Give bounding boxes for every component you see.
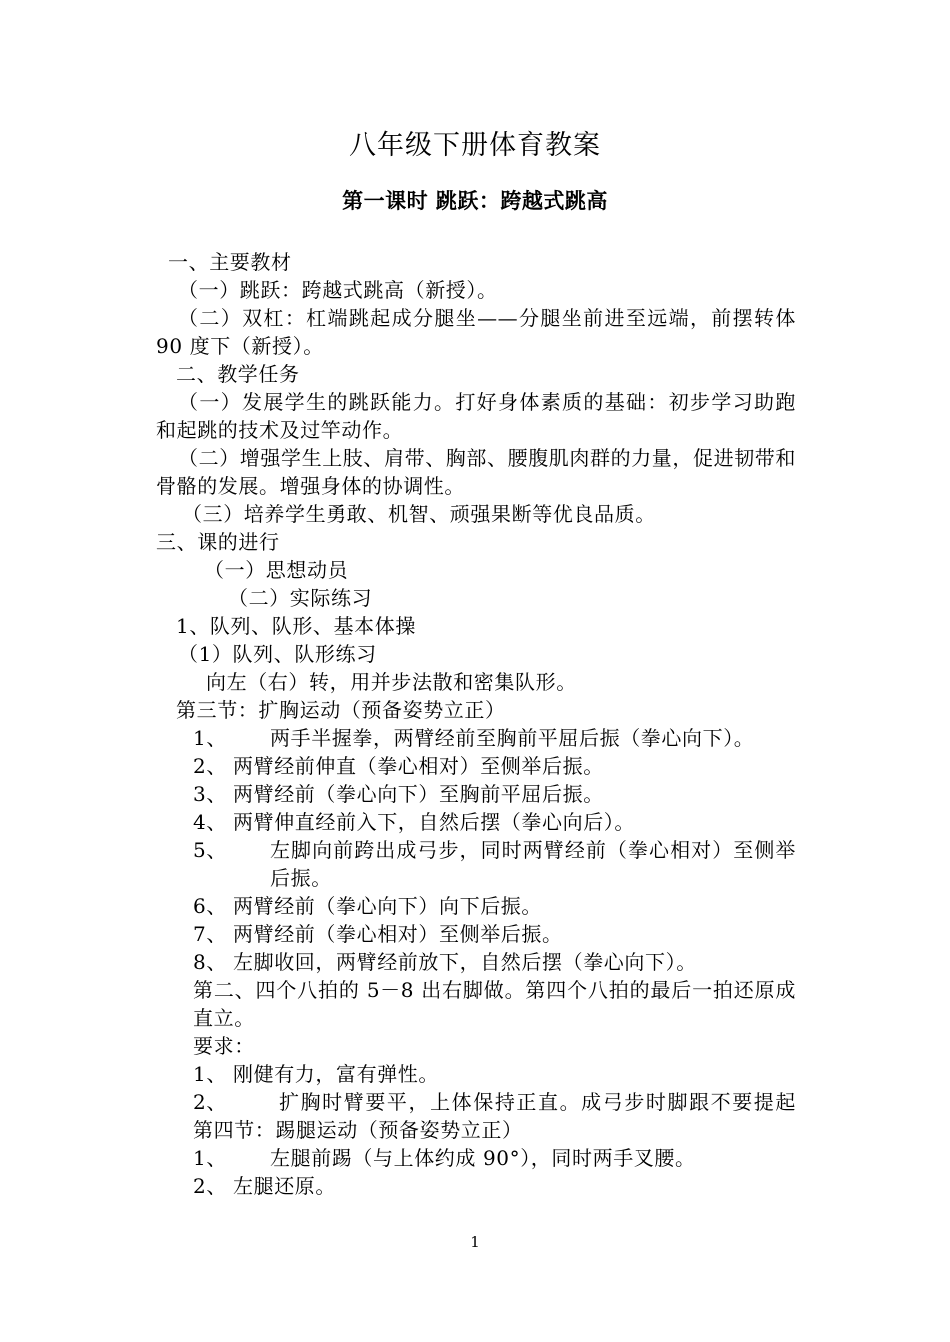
list-item: 两手半握拳，两臂经前至胸前平屈后振（拳心向下）。 [270,726,755,750]
list-item: 左脚向前跨出成弓步，同时两臂经前（拳心相对）至侧举 [270,838,796,862]
progress-item-2: （二）实际练习 [228,586,373,610]
material-item-2-cont: 90 度下（新授）。 [156,334,324,358]
material-item-2: （二）双杠：杠端跳起成分腿坐——分腿坐前进至远端，前摆转体 [178,306,796,330]
drill-description: 向左（右）转，用并步法散和密集队形。 [206,670,577,694]
list-item: 左腿前踢（与上体约成 90°），同时两手叉腰。 [270,1146,696,1170]
progress-item-1: （一）思想动员 [204,558,349,582]
note-line: 第二、四个八拍的 5－8 出右脚做。第四个八拍的最后一拍还原成 [193,978,796,1002]
list-item: 两臂经前（拳心向下）至胸前平屈后振。 [233,782,604,806]
task-item-1: （一）发展学生的跳跃能力。打好身体素质的基础：初步学习助跑 [178,390,796,414]
requirement-item: 扩胸时臂要平，上体保持正直。成弓步时脚跟不要提起 [279,1090,796,1114]
list-item-number: 4、 [193,810,227,834]
list-item: 两臂经前伸直（拳心相对）至侧举后振。 [233,754,604,778]
list-item: 左腿还原。 [233,1174,336,1198]
page-number: 1 [470,1233,480,1251]
heading-main-materials: 一、主要教材 [168,250,292,274]
note-line-cont: 直立。 [193,1006,255,1030]
list-item: 两臂伸直经前入下，自然后摆（拳心向后）。 [233,810,635,834]
list-item-number: 5、 [193,838,227,862]
task-item-2-cont: 骨骼的发展。增强身体的协调性。 [156,474,465,498]
list-item-number: 8、 [193,950,227,974]
section3-heading: 第三节：扩胸运动（预备姿势立正） [176,698,506,722]
heading-lesson-progress: 三、课的进行 [156,530,280,554]
list-item-cont: 后振。 [270,866,332,890]
list-item-number: 6、 [193,894,227,918]
drill-subheading: （1）队列、队形练习 [178,642,377,666]
list-item-number: 1、 [193,1146,227,1170]
lesson-subtitle: 第一课时 跳跃：跨越式跳高 [342,188,608,213]
list-item-number: 2、 [193,1090,227,1114]
requirements-label: 要求： [193,1034,255,1058]
drill-heading: 1、队列、队形、基本体操 [176,614,416,638]
task-item-1-cont: 和起跳的技术及过竿动作。 [156,418,404,442]
list-item-number: 3、 [193,782,227,806]
list-item-number: 2、 [193,754,227,778]
task-item-2: （二）增强学生上肢、肩带、胸部、腰腹肌肉群的力量，促进韧带和 [178,446,796,470]
list-item-number: 1、 [193,726,227,750]
list-item: 两臂经前（拳心向下）向下后振。 [233,894,542,918]
task-item-3: （三）培养学生勇敢、机智、顽强果断等优良品质。 [182,502,656,526]
list-item: 两臂经前（拳心相对）至侧举后振。 [233,922,563,946]
list-item-number: 7、 [193,922,227,946]
heading-teaching-tasks: 二、教学任务 [176,362,300,386]
list-item-number: 2、 [193,1174,227,1198]
list-item: 左脚收回，两臂经前放下，自然后摆（拳心向下）。 [233,950,697,974]
requirement-item: 刚健有力，富有弹性。 [233,1062,439,1086]
section4-heading: 第四节：踢腿运动（预备姿势立正） [193,1118,523,1142]
document-title: 八年级下册体育教案 [349,130,601,161]
list-item-number: 1、 [193,1062,227,1086]
material-item-1: （一）跳跃：跨越式跳高（新授）。 [178,278,498,302]
